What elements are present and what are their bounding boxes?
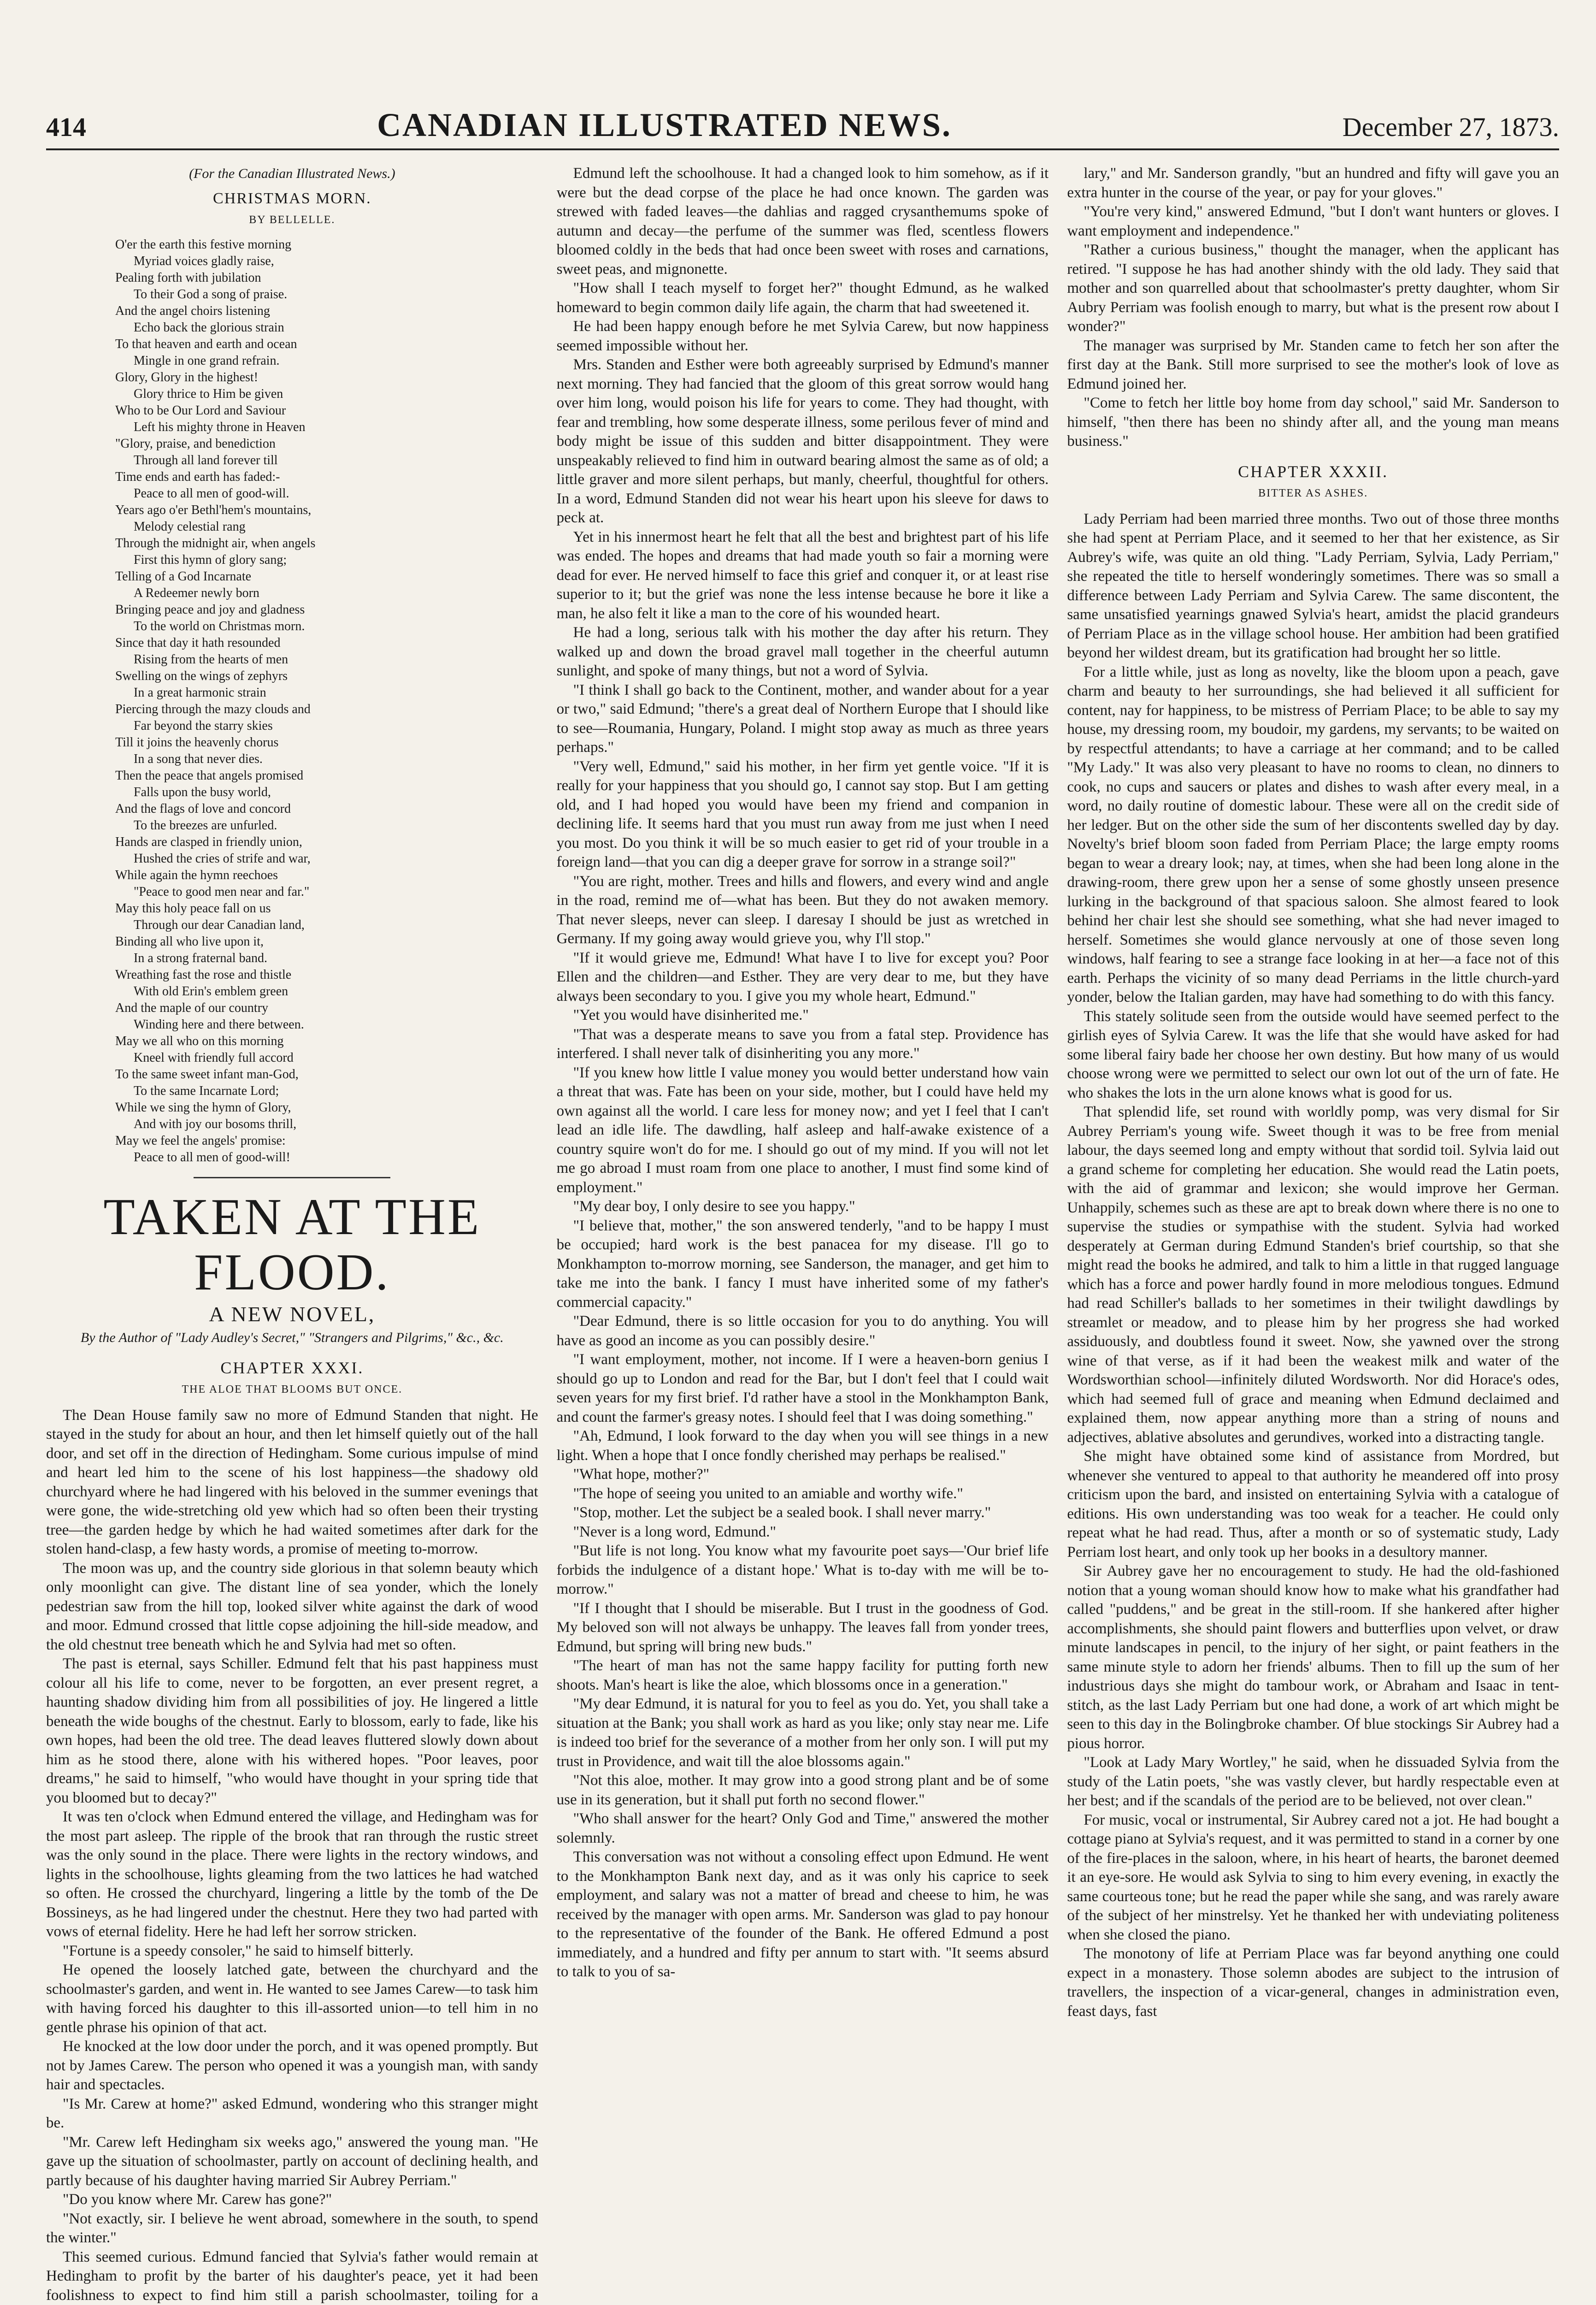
poem-line: Through all land forever till bbox=[134, 453, 278, 467]
paragraph: "Who shall answer for the heart? Only God and Time," answered the mother solemnly. bbox=[556, 1810, 1049, 1846]
poem-line: May we feel the angels' promise: bbox=[115, 1133, 286, 1148]
chapter-heading: CHAPTER XXXI. bbox=[220, 1358, 364, 1377]
story-title: TAKEN AT THE FLOOD. bbox=[103, 1188, 481, 1301]
poem-byline: BY BELLELLE. bbox=[249, 214, 336, 226]
poem-line: Falls upon the busy world, bbox=[134, 785, 271, 799]
paragraph: For a little while, just as long as novelty, like the bloom upon a peach, gave charm and beauty to her surroundings, she had believed it all sufficient for content, nay for happiness, to be mistress of Perriam Place; to be able to say my house, my dressing room, my boudoir, my gardens, my servants; to be waited on by respectful attendants; to have a carriage at her command; and to be called "My Lady." It was also very pleasant to have no rooms to clean, no dinners to cook, no cups and saucers or plates and dishes to wash after every meal, in a word, no daily routine of domestic labour. These were all on the credit side of her ledger. But on the other side the sum of her discontents swelled day by day. Novelty's brief bloom soon faded from Perriam Place; the large empty rooms began to wear a dreary look; nay, at times, when she had been long alone in the drawing-room, there grew upon her a sense of some ghostly unseen presence lurking in the background of that spacious saloon. She almost feared to look behind her chair lest she should see something, what she had never imaged to herself. Sometimes she would glance nervously at one of those seven long windows, half fearing to see a strange face looking in at her—a face not of this earth. Perhaps the vicinity of so many dead Perriams in the little church-yard yonder, below the Italian garden, may have had something to do with this fancy. bbox=[1067, 663, 1560, 1005]
paragraph: "Not this aloe, mother. It may grow into a good strong plant and be of some use in its generation, but it shall put forth no second flower." bbox=[556, 1772, 1049, 1808]
column-3 bbox=[1067, 164, 1559, 2305]
poem-line: May this holy peace fall on us bbox=[115, 901, 271, 916]
poem-line: Winding here and there between. bbox=[134, 1017, 304, 1032]
poem-line: To the same sweet infant man-God, bbox=[115, 1067, 299, 1082]
paragraph: "The hope of seeing you united to an amiable and worthy wife." bbox=[573, 1485, 963, 1502]
poem-line: And the flags of love and concord bbox=[115, 801, 291, 816]
paragraph: "Do you know where Mr. Carew has gone?" bbox=[63, 2191, 332, 2208]
paragraph: "I believe that, mother," the son answered tenderly, "and to be happy I must be occupied; hard work is the best panacea for my disease. I'll go to Monkhampton to-morrow morning, see Sanderson, the manager, and get him to take me into the bank. I fancy I must have inherited some of my father's commercial capacity." bbox=[556, 1217, 1049, 1311]
paragraph: For music, vocal or instrumental, Sir Aubrey cared not a jot. He had bought a cottage piano at Sylvia's request, and it was permitted to stand in a corner by one of the fire-places in the saloon, where, in his heart of hearts, the baronet deemed it an eye-sore. He would ask Sylvia to sing to him every evening, in exactly the same courteous tone; but he read the paper while she sang, and was rarely aware of the subject of her minstrelsy. Yet he thanked her with undeviating politeness when she closed the piano. bbox=[1067, 1811, 1560, 1943]
poem-line: Years ago o'er Bethl'hem's mountains, bbox=[115, 502, 312, 517]
poem-line: And the maple of our country bbox=[115, 1000, 269, 1015]
paragraph: lary," and Mr. Sanderson grandly, "but an hundred and fifty will gave you an extra hunter in the course of the year, or pay for your gloves." bbox=[1067, 165, 1560, 201]
paragraph: It was ten o'clock when Edmund entered the village, and Hedingham was for the most part asleep. The ripple of the brook that ran through the rustic street was the only sound in the place. There were lights in the rectory windows, and lights in the schoolhouse, lights gleaming from the two lattices he had watched so often. He crossed the churchyard, lingering a little by the tomb of the De Bossineys, as he had lingered under the chestnut. Here they two had parted with vows of eternal fidelity. Here he had left her sorrow stricken. bbox=[46, 1809, 538, 1940]
paragraph: "Stop, mother. Let the subject be a sealed book. I shall never marry." bbox=[573, 1504, 991, 1521]
paragraph: "Yet you would have disinherited me." bbox=[573, 1007, 809, 1023]
poem-line: To their God a song of praise. bbox=[134, 287, 288, 301]
poem-line: Time ends and earth has faded:- bbox=[115, 469, 280, 484]
poem-tagline: (For the Canadian Illustrated News.) bbox=[189, 166, 395, 181]
poem-line: Through our dear Canadian land, bbox=[134, 917, 305, 932]
poem-line: Glory, Glory in the highest! bbox=[115, 370, 259, 384]
paper-name: CANADIAN ILLUSTRATED NEWS. bbox=[377, 106, 952, 143]
paragraph: Lady Perriam had been married three months. Two out of those three months she had spent at Perriam Place, and it seemed to her that her existence, as Sir Aubrey's wife, was quite an old thing. "Lady Perriam, Sylvia, Lady Perriam," she repeated the title to herself wonderingly sometimes. There was so small a difference between Lady Perriam and Sylvia Carew. The same discontent, the same unsatisfied yearnings gnawed Sylvia's heart, amidst the placid grandeurs of Perriam Place as in the village school house. Her ambition had been gratified beyond her wildest dream, but its gratification had brought her so little. bbox=[1067, 510, 1560, 661]
poem-line: Bringing peace and joy and gladness bbox=[115, 602, 305, 617]
paragraph: "If it would grieve me, Edmund! What have I to live for except you? Poor Ellen and the children—and Esther. They are very dear to me, but they have always been secondary to you. I give you my whole heart, Edmund." bbox=[556, 949, 1049, 1005]
column-1-text bbox=[46, 1406, 538, 2305]
paragraph: "Mr. Carew left Hedingham six weeks ago," answered the young man. "He gave up the situation of schoolmaster, partly on account of declining health, and partly because of his daughter having married Sir Aubrey Perriam." bbox=[46, 2134, 538, 2189]
poem-line: "Peace to good men near and far." bbox=[134, 884, 310, 899]
paragraph: "You are right, mother. Trees and hills and flowers, and every wind and angle in the road, remind me of—what has been. But they do not awaken memory. That never sleeps, never can sleep. I daresay I should be just as wretched in Germany. If my going away would grieve you, why I'll stop." bbox=[556, 873, 1049, 947]
poem-line: Melody celestial rang bbox=[134, 519, 246, 534]
poem-line: In a great harmonic strain bbox=[134, 685, 266, 700]
poem-line: Left his mighty throne in Heaven bbox=[134, 420, 306, 434]
paragraph: "Never is a long word, Edmund." bbox=[573, 1523, 776, 1540]
paragraph: The moon was up, and the country side glorious in that solemn beauty which only moonlight can give. The distant line of sea yonder, which the lonely pedestrian saw from the hill top, looked silver white against the dark of wood and moor. Edmund crossed that little copse adjoining the hill-side meadow, and the old chestnut tree beneath which he and Sylvia had met so often. bbox=[46, 1560, 538, 1653]
poem-line: Then the peace that angels promised bbox=[115, 768, 304, 783]
column-2-text bbox=[557, 164, 1049, 1982]
page-number: 414 bbox=[46, 112, 86, 142]
paragraph: "I want employment, mother, not income. If I were a heaven-born genius I should go up to London and read for the Bar, but I don't feel that I could wait seven years for my first brief. I'd rather have a stool in the Monkhampton Bank, and count the farmer's greasy notes. I should feel that I was doing something." bbox=[556, 1351, 1049, 1425]
paragraph: "What hope, mother?" bbox=[573, 1466, 710, 1483]
column-3-text-b bbox=[1067, 510, 1559, 2021]
poem-line: O'er the earth this festive morning bbox=[115, 237, 292, 252]
poem-line: While we sing the hymn of Glory, bbox=[115, 1100, 291, 1115]
poem-line: Piercing through the mazy clouds and bbox=[115, 702, 311, 716]
poem-line: Myriad voices gladly raise, bbox=[134, 254, 274, 268]
poem-line: To the world on Christmas morn. bbox=[134, 619, 305, 633]
poem-line: Till it joins the heavenly chorus bbox=[115, 735, 279, 750]
paragraph: "Very well, Edmund," said his mother, in her firm yet gentle voice. "If it is really for your happiness that you should go, I cannot say stop. But I am getting old, and I had hoped you would have been my friend and companion in declining life. It seems hard that you must run away from me just when I need you most. Do you think it will be so much easier to get rid of your trouble in a foreign land—that you can dig a deeper grave for sorrow in a strange soil?" bbox=[556, 758, 1049, 870]
paragraph: Mrs. Standen and Esther were both agreeably surprised by Edmund's manner next morning. They had fancied that the gloom of this great sorrow would hang over him long, would poison his life for years to come. They had thought, with fear and trembling, how some desperate illness, some perilous fever of mind and body might be issue of this sudden and bitter disappointment. They were unspeakably relieved to find him in outward bearing almost the same as of old; a little graver and more silent perhaps, but manly, cheerful, thoughtful for others. In a word, Edmund Standen did not wear his heart upon his sleeve for daws to peck at. bbox=[556, 356, 1049, 526]
paragraph: "My dear boy, I only desire to see you happy." bbox=[573, 1198, 855, 1215]
paragraph: "Ah, Edmund, I look forward to the day when you will see things in a new light. When a hope that I once fondly cherished may perhaps be realised." bbox=[556, 1428, 1049, 1464]
poem-line: And with joy our bosoms thrill, bbox=[134, 1117, 297, 1131]
paragraph: "If I thought that I should be miserable. But I trust in the goodness of God. My beloved son will not always be unhappy. The leaves fall from yonder trees, Edmund, but spring will bring new buds." bbox=[556, 1600, 1049, 1655]
poem-line: With old Erin's emblem green bbox=[134, 984, 289, 999]
paragraph: "Come to fetch her little boy home from day school," said Mr. Sanderson to himself, "then there has been no shindy after all, and the young man means business." bbox=[1067, 395, 1560, 449]
poem-line: In a strong fraternal band. bbox=[134, 951, 267, 965]
poem-body bbox=[46, 236, 538, 1166]
paragraph: That splendid life, set round with worldly pomp, was very dismal for Sir Aubrey Perriam's young wife. Sweet though it was to be free from menial labour, the days seemed long and empty without that sordid toil. Sylvia laid out a grand scheme for completing her education. She would read the Latin poets, with the aid of grammar and lexicon; she would improve her German. Unhappily, schemes such as these are apt to break down where there is no one to supervise the studies or sympathise with the student. Sylvia had worked desperately at German during Edmund Standen's brief courtship, so that she might read the books he admired, and talk to him a little in that rugged language which has a force and power hardly found in more melodious tongues. Edmund had read Schiller's ballads to her sometimes in their twilight dawdlings by streamlet or meadow, and to please him by her progress she had worked assiduously, and doubtless found it sweet. Now, she yawned over the strong wine of that verse, as if it had been the weakest milk and water of the Wordsworthian school—infinitely diluted Wordsworth. Nor did Horace's odes, which had seemed full of grace and meaning when Edmund declaimed and explained them, now appear anything more than a string of nouns and adjectives, ablative absolutes and gerundives, worked into a distracting tangle. bbox=[1067, 1104, 1560, 1446]
poem-line: Who to be Our Lord and Saviour bbox=[115, 403, 286, 418]
paragraph: Sir Aubrey gave her no encouragement to study. He had the old-fashioned notion that a young woman should know how to make what his grandfather had called "puddens," and be great in the still-room. If she hankered after higher accomplishments, she should paint flowers and butterflies upon velvet, or draw minute landscapes in pencil, to the injury of her sight, or paint feathers in the same minute style to adorn her friends' albums. Then to fill up the sum of her industrious days she might do tambour work, or Abraham and Isaac in tent-stitch, as the last Lady Perriam but one had done, a work of art which might be seen to this day in the Bolingbroke chamber. Of blue stockings Sir Aubrey had a pious horror. bbox=[1067, 1563, 1560, 1752]
paragraph: Edmund left the schoolhouse. It had a changed look to him somehow, as if it were but the dead corpse of the place he had once known. The garden was strewed with faded leaves—the dahlias and ragged crysanthemums spoke of autumn and decay—the perfume of the summer was fled, scentless flowers bloomed coldly in the beds that had once been sweet with roses and carnations, sweet peas, and mignonette. bbox=[556, 165, 1049, 278]
poem-title: CHRISTMAS MORN. bbox=[213, 189, 371, 207]
paragraph: "That was a desperate means to save you from a fatal step. Providence has interfered. I shall never talk of disinheriting you any more." bbox=[556, 1026, 1049, 1062]
paragraph: He had a long, serious talk with his mother the day after his return. They walked up and down the broad gravel mall together in the cheerful autumn sunlight, and spoke of many things, but not a word of Sylvia. bbox=[556, 624, 1049, 679]
story-subtitle: A NEW NOVEL, bbox=[209, 1302, 376, 1326]
poem-line: "Glory, praise, and benediction bbox=[115, 436, 276, 451]
divider bbox=[194, 1177, 390, 1178]
paragraph: "Dear Edmund, there is so little occasion for you to do anything. You will have as good an income as you can possibly desire." bbox=[556, 1313, 1049, 1349]
paragraph: "The heart of man has not the same happy facility for putting forth new shoots. Man's heart is like the aloe, which blossoms once in a generation." bbox=[556, 1657, 1049, 1693]
paragraph: "You're very kind," answered Edmund, "but I don't want hunters or gloves. I want employment and independence." bbox=[1067, 203, 1560, 239]
paragraph: "Is Mr. Carew at home?" asked Edmund, wondering who this stranger might be. bbox=[46, 2095, 538, 2131]
columns bbox=[46, 164, 1559, 2305]
poem-line: Hands are clasped in friendly union, bbox=[115, 834, 302, 849]
poem-line: Mingle in one grand refrain. bbox=[134, 353, 280, 368]
paragraph: This conversation was not without a consoling effect upon Edmund. He went to the Monkhampton Bank next day, and as it was only his caprice to seek employment, and salary was not a matter of bread and cheese to him, he was received by the manager with open arms. Mr. Sanderson was glad to pay honour to the representative of the founder of the Bank. He offered Edmund a post immediately, and a hundred and fifty per annum to start with. "It seems absurd to talk to you of sa- bbox=[556, 1849, 1049, 1980]
poem-line: To that heaven and earth and ocean bbox=[115, 337, 297, 351]
poem-line: Echo back the glorious strain bbox=[134, 320, 284, 335]
poem-line: Swelling on the wings of zephyrs bbox=[115, 668, 288, 683]
paragraph: He knocked at the low door under the porch, and it was opened promptly. But not by James Carew. The person who opened it was a youngish man, with sandy hair and spectacles. bbox=[46, 2038, 538, 2093]
poem-line: To the same Incarnate Lord; bbox=[134, 1083, 279, 1098]
paragraph: Yet in his innermost heart he felt that all the best and brightest part of his life was ended. The hopes and dreams that had made youth so fair a morning were dead for ever. He nerved himself to face this grief and conquer it, or at least rise superior to it; but the grief was none the less intense because he bore it like a man, he also felt it like a man to the core of his wounded heart. bbox=[556, 528, 1049, 622]
poem-line: Pealing forth with jubilation bbox=[115, 270, 261, 285]
paragraph: "How shall I teach myself to forget her?" thought Edmund, as he walked homeward to begin common daily life again, the charm that had sweetened it. bbox=[556, 280, 1049, 316]
issue-date: December 27, 1873. bbox=[1342, 112, 1559, 142]
poem-line: In a song that never dies. bbox=[134, 751, 263, 766]
paragraph: The Dean House family saw no more of Edmund Standen that night. He stayed in the study for about an hour, and then let himself quietly out of the hall door, and set off in the direction of Hedingham. Some curious impulse of mind and heart led him to the scene of his lost happiness—the shadowy old churchyard where he had lingered with his beloved in the summer evenings that were gone, the wide-stretching old yew which had so often been their trysting tree—the garden hedge by which he had waited sometimes after dark for the stolen hand-clasp, a few hasty words, a promise of meeting to-morrow. bbox=[46, 1407, 538, 1557]
poem-line: While again the hymn reechoes bbox=[115, 868, 278, 882]
chapter-heading-2: CHAPTER XXXII. bbox=[1238, 462, 1389, 481]
paragraph: This stately solitude seen from the outside would have seemed perfect to the girlish eyes of Sylvia Carew. It was the life that she would have asked for had some liberal fairy bade her choose her own destiny. But how many of us would choose wrong were we permitted to select our own lot out of the urn of fate. He who shakes the lots in the urn alone knows what is good for us. bbox=[1067, 1008, 1560, 1101]
paragraph: "But life is not long. You know what my favourite poet says—'Our brief life forbids the indulgence of a distant hope.' What is to-day with me will be to-morrow." bbox=[556, 1543, 1049, 1597]
poem-line: Rising from the hearts of men bbox=[134, 652, 289, 667]
story-author-line: By the Author of "Lady Audley's Secret," "Strangers and Pilgrims," &c., &c. bbox=[80, 1330, 504, 1345]
paragraph: This seemed curious. Edmund fancied that Sylvia's father would remain at Hedingham to profit by the barter of his daughter's peace, yet it had been foolishness to expect to find him still a parish schoolmaster, toiling for a bbox=[46, 2248, 538, 2304]
poem-line: May we all who on this morning bbox=[115, 1034, 284, 1048]
column-1 bbox=[46, 164, 538, 2305]
paragraph: "If you knew how little I value money you would better understand how vain a threat that was. Fate has been on your side, mother, but I could have held my own against all the world. I care less for money now; and yet I feel that I can't lead an idle life. The dawdling, half asleep and half-awake existence of a country squire won't do for me. I should go out of my mind. If you will not let me go abroad I must roam from one place to another, I must find some kind of employment." bbox=[556, 1064, 1049, 1196]
poem-line: And the angel choirs listening bbox=[115, 303, 270, 318]
paragraph: He had been happy enough before he met Sylvia Carew, but now happiness seemed impossible without her. bbox=[556, 318, 1049, 354]
paragraph: The manager was surprised by Mr. Standen came to fetch her son after the first day at the Bank. Still more surprised to see the mother's look of love as Edmund joined her. bbox=[1067, 337, 1560, 392]
chapter-subheading: THE ALOE THAT BLOOMS BUT ONCE. bbox=[182, 1383, 403, 1395]
poem-line: Peace to all men of good-will! bbox=[134, 1150, 290, 1164]
poem-line: Kneel with friendly full accord bbox=[134, 1050, 294, 1065]
column-2 bbox=[557, 164, 1049, 2305]
poem-line: Telling of a God Incarnate bbox=[115, 569, 252, 584]
paragraph: "My dear Edmund, it is natural for you to feel as you do. Yet, you shall take a situation at the Bank; you shall work as hard as you like; only stay near me. Life is indeed too brief for the severance of a mother from her only son. I will put my trust in Providence, and wait till the aloe blossoms again." bbox=[556, 1696, 1049, 1770]
poem-line: Through the midnight air, when angels bbox=[115, 536, 316, 550]
poem-line: Glory thrice to Him be given bbox=[134, 386, 283, 401]
poem-line: Peace to all men of good-will. bbox=[134, 486, 289, 501]
paragraph: "Not exactly, sir. I believe he went abroad, somewhere in the south, to spend the winter." bbox=[46, 2210, 538, 2246]
paragraph: The monotony of life at Perriam Place was far beyond anything one could expect in a monastery. Those solemn abodes are subject to the intrusion of travellers, the inspection of a vicar-general, changes in administration even, feast days, fast bbox=[1067, 1945, 1560, 2020]
poem-line: Far beyond the starry skies bbox=[134, 718, 273, 733]
poem-line: Since that day it hath resounded bbox=[115, 635, 281, 650]
paragraph: He opened the loosely latched gate, between the churchyard and the schoolmaster's garden, and went in. He wanted to see James Carew—to task him with having forced his daughter to this ill-assorted union—to tell him in no gentle phrase his opinion of that act. bbox=[46, 1962, 538, 2036]
column-3-text-a bbox=[1067, 164, 1559, 451]
poem-line: To the breezes are unfurled. bbox=[134, 818, 277, 833]
paragraph: She might have obtained some kind of assistance from Mordred, but whenever she ventured to appeal to that authority he meandered off into prosy criticism upon the bard, and insisted on entertaining Sylvia with a catalogue of editions. His own understanding was too weak for a teacher. He could only repeat what he had read. Thus, after a month or so of systematic study, Lady Perriam lost heart, and only took up her books in a desultory manner. bbox=[1067, 1448, 1560, 1560]
poem-line: Binding all who live upon it, bbox=[115, 934, 264, 949]
paragraph: "I think I shall go back to the Continent, mother, and wander about for a year or two," said Edmund; "there's a great deal of Northern Europe that I should like to see—Roumania, Hungary, Poland. I might stop away as much as three years perhaps." bbox=[556, 681, 1049, 756]
paragraph: "Fortune is a speedy consoler," he said to himself bitterly. bbox=[63, 1942, 414, 1959]
poem-line: First this hymn of glory sang; bbox=[134, 552, 287, 567]
paragraph: "Rather a curious business," thought the manager, when the applicant has retired. "I suppose he has had another shindy with the old lady. They said that mother and son quarrelled about that schoolmaster's pretty daughter, whom Sir Aubry Perriam was foolish enough to marry, but what is the present row about I wonder?" bbox=[1067, 242, 1560, 335]
poem-line: Wreathing fast the rose and thistle bbox=[115, 967, 292, 982]
paragraph: The past is eternal, says Schiller. Edmund felt that his past happiness must colour all his life to come, never to be forgotten, an ever present regret, a haunting shadow dividing him from all possibilities of joy. He lingered a little beneath the wide boughs of the chestnut. Early to blossom, early to fade, like his own hopes, had been the old tree. The dead leaves fluttered slowly down about him as he stood there, alone with his withered hopes. "Poor leaves, poor dreams," he said to himself, "who would have thought in your spring tide that you bloomed but to decay?" bbox=[46, 1655, 538, 1806]
poem-line: Hushed the cries of strife and war, bbox=[134, 851, 311, 866]
chapter-subheading-2: BITTER AS ASHES. bbox=[1258, 487, 1368, 499]
paragraph: "Look at Lady Mary Wortley," he said, when he dissuaded Sylvia from the study of the Latin poets, "she was vastly clever, but hardly respectable even at her best; and if the scandals of the period are to be believed, not over clean." bbox=[1067, 1754, 1560, 1809]
poem-line: A Redeemer newly born bbox=[134, 585, 259, 600]
masthead bbox=[46, 106, 1559, 150]
